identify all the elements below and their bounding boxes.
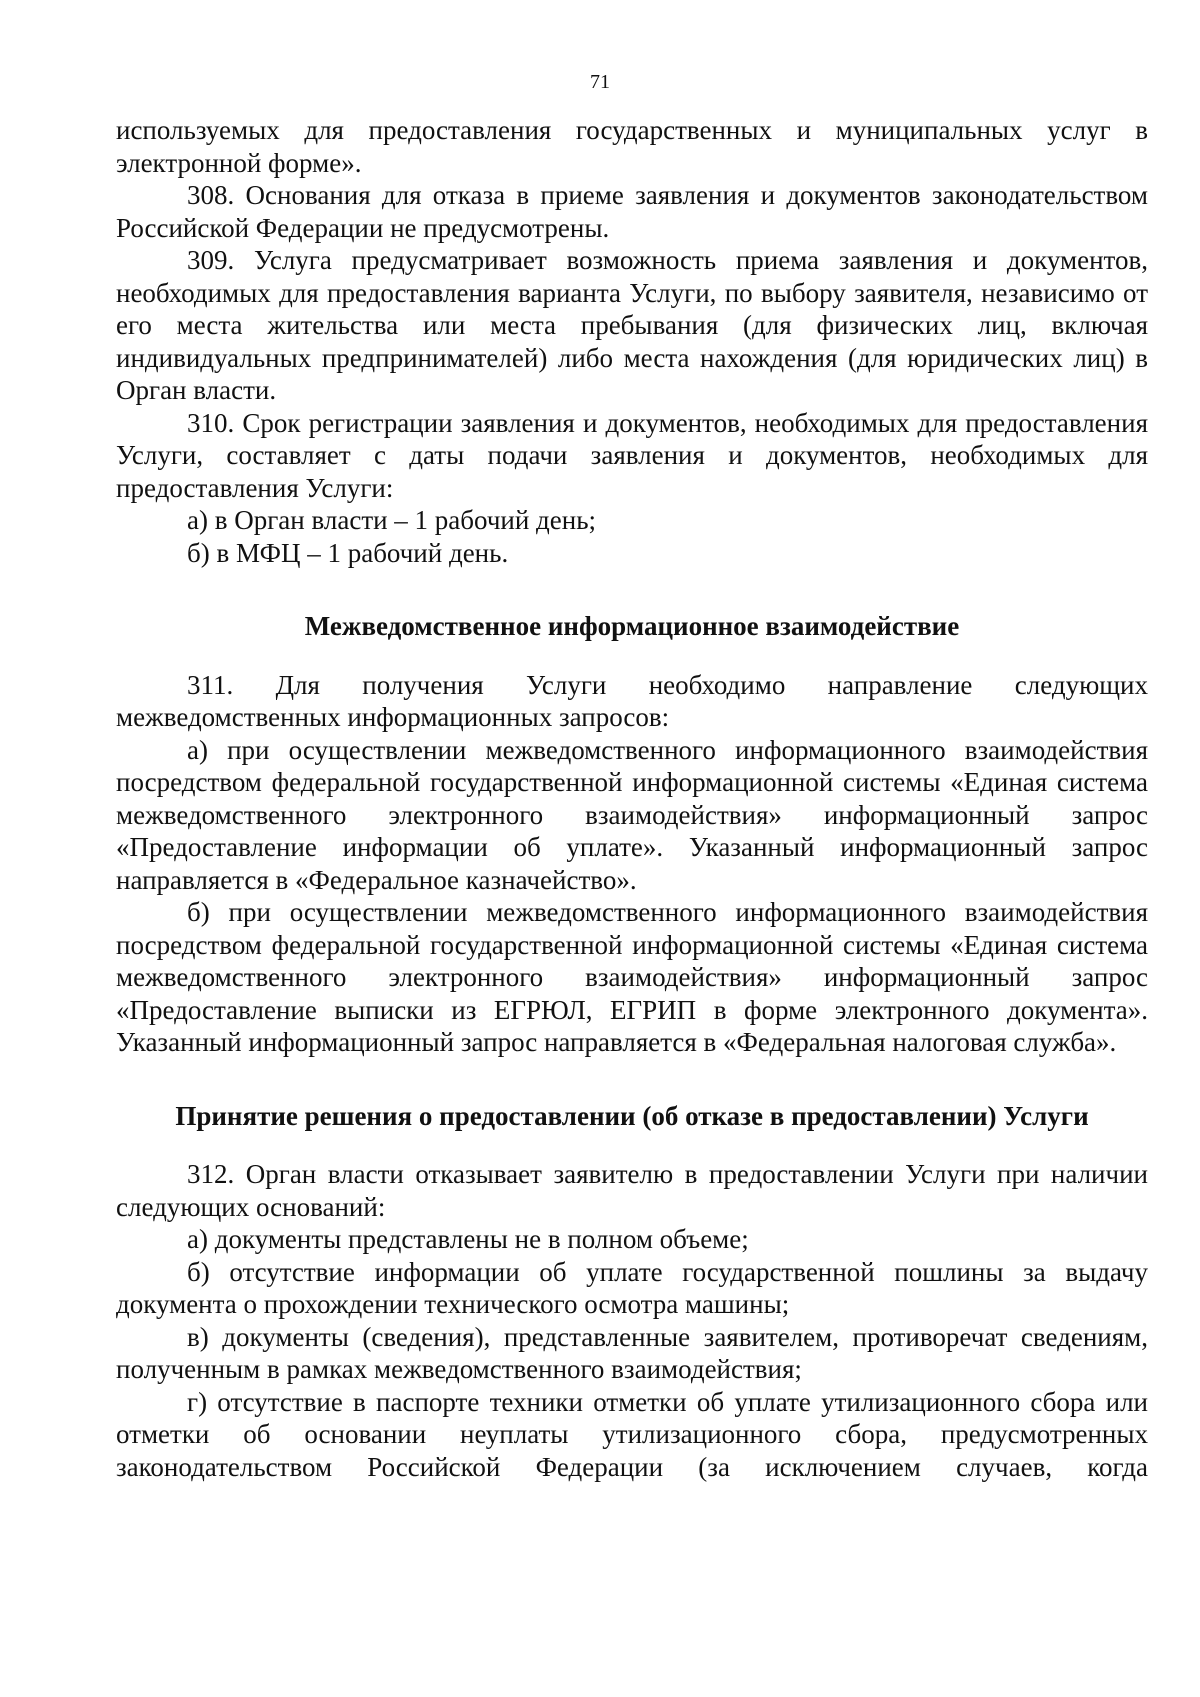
page-number: 71	[590, 71, 610, 93]
document-body	[116, 114, 1148, 1483]
paragraph-311: 311. Для получения Услуги необходимо направление следующих межведомственных информационных запросов:	[116, 669, 1148, 732]
paragraph-311-b: б) при осуществлении межведомственного информационного взаимодействия посредством федеральной государственной информационной системы «Единая система межведомственного электронного взаимодействия» информационный запрос «Предоставление выписки из ЕГРЮЛ, ЕГРИП в форме электронного документа». Указанный информационный запрос направляется в «Федеральная налоговая служба».	[116, 897, 1148, 1057]
section-top	[116, 114, 1148, 569]
section-mid	[116, 669, 1148, 1059]
paragraph-309: 309. Услуга предусматривает возможность приема заявления и документов, необходимых для предоставления варианта Услуги, по выбору заявителя, независимо от его места жительства или места пребывания (для физических лиц, включая индивидуальных предпринимателей) либо места нахождения (для юридических лиц) в Орган власти.	[116, 245, 1148, 405]
paragraph-312-a: а) документы представлены не в полном объеме;	[187, 1224, 749, 1254]
paragraph-310-a: а) в Орган власти – 1 рабочий день;	[187, 505, 597, 535]
paragraph-311-a: а) при осуществлении межведомственного информационного взаимодействия посредством федеральной государственной информационной системы «Единая система межведомственного электронного взаимодействия» информационный запрос «Предоставление информации об уплате». Указанный информационный запрос направляется в «Федеральное казначейство».	[116, 734, 1148, 895]
paragraph-continuation: используемых для предоставления государственных и муниципальных услуг в электронной форме».	[116, 115, 1148, 178]
paragraph-310-b: б) в МФЦ – 1 рабочий день.	[187, 537, 509, 568]
paragraph-312-b: б) отсутствие информации об уплате государственной пошлины за выдачу документа о прохождении технического осмотра машины;	[116, 1256, 1148, 1319]
paragraph-312-c: в) документы (сведения), представленные заявителем, противоречат сведениям, полученным в рамках межведомственного взаимодействия;	[116, 1321, 1148, 1384]
section-heading-interagency: Межведомственное информационное взаимодействие	[304, 611, 960, 641]
section-bottom	[116, 1158, 1148, 1483]
section-heading-decision: Принятие решения о предоставлении (об отказе в предоставлении) Услуги	[175, 1100, 1089, 1131]
paragraph-312-d: г) отсутствие в паспорте техники отметки об уплате утилизационного сбора или отметки об основании неуплаты утилизационного сбора, предусмотренных законодательством Российской Федерации (за исключением случаев, когда	[116, 1386, 1148, 1482]
paragraph-312: 312. Орган власти отказывает заявителю в предоставлении Услуги при наличии следующих оснований:	[116, 1159, 1148, 1222]
paragraph-308: 308. Основания для отказа в приеме заявления и документов законодательством Российской Федерации не предусмотрены.	[116, 180, 1148, 243]
paragraph-310: 310. Срок регистрации заявления и документов, необходимых для предоставления Услуги, составляет с даты подачи заявления и документов, необходимых для предоставления Услуги:	[116, 407, 1148, 503]
